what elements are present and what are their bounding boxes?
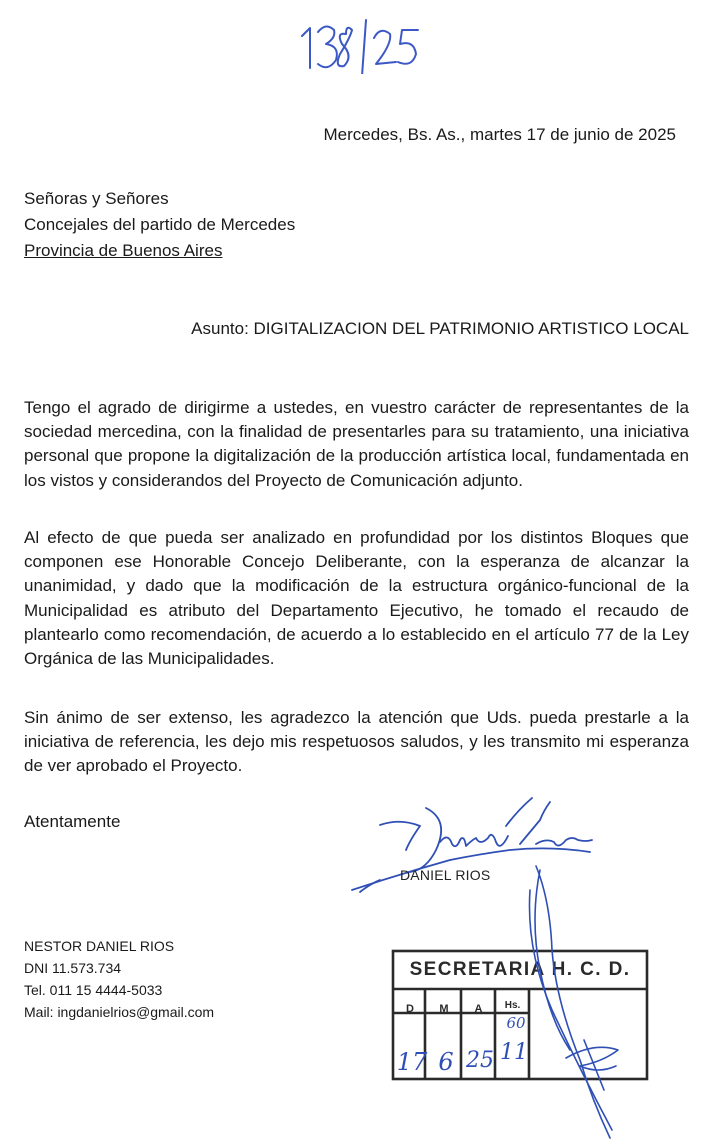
stamp-month-value: 6: [438, 1048, 454, 1076]
contact-dni: DNI 11.573.734: [24, 960, 122, 976]
subject-line: Asunto: DIGITALIZACION DEL PATRIMONIO ARTISTICO LOCAL: [191, 319, 689, 338]
date-line: Mercedes, Bs. As., martes 17 de junio de 2025: [323, 125, 676, 144]
stamp-day-value: 17: [396, 1048, 428, 1076]
stamp-col-day: D: [406, 1003, 414, 1015]
body-paragraph-2: Al efecto de que pueda ser analizado en profundidad por los distintos Bloques que componen ese Honorable Concejo Deliberante, con la esperanza de alcanzar la unanimidad, y dado que la modificación de la estructura orgánico-funcional de la Municipalidad es atributo del Departamento Ejecutivo, he tomado el recaudo de plantearlo como recomendación, de acuerdo a lo establecido en el artículo 77 de la Ley Orgánica de las Municipalidades.: [24, 528, 689, 669]
receiver-signature-scribble: [380, 860, 660, 1141]
contact-phone: Tel. 011 15 4444-5033: [24, 982, 163, 998]
recipient-council: Concejales del partido de Mercedes: [24, 215, 296, 234]
stamp-col-hours: Hs.: [504, 1000, 521, 1011]
body-paragraph-1: Tengo el agrado de dirigirme a ustedes, en vuestro carácter de representantes de la sociedad mercedina, con la finalidad de presentarles para su tratamiento, una iniciativa personal que propone la digitalización de la producción artística local, fundamentada en los vistos y considerandos del Proyecto de Comunicación adjunto.: [24, 398, 689, 490]
recipient-province: Provincia de Buenos Aires: [24, 241, 223, 260]
stamp-col-year: A: [474, 1003, 483, 1015]
stamp-title: SECRETARIA H. C. D.: [409, 959, 631, 980]
recipient-salutation: Señoras y Señores: [24, 189, 169, 208]
handwritten-file-number: [296, 14, 426, 74]
body-paragraph-3: Sin ánimo de ser extenso, les agradezco la atención que Uds. pueda prestarle a la iniciativa de referencia, les dejo mis respetuosos saludos, y les transmito mi esperanza de ver aprobado el Proyecto.: [24, 708, 689, 776]
signer-printed-name: DANIEL RIOS: [400, 867, 491, 883]
stamp-hour-value: 11: [500, 1040, 528, 1065]
contact-email: Mail: ingdanielrios@gmail.com: [24, 1004, 215, 1020]
stamp-year-value: 25: [466, 1048, 494, 1073]
contact-name: NESTOR DANIEL RIOS: [24, 938, 175, 954]
closing-text: Atentamente: [24, 812, 121, 831]
stamp-col-month: M: [439, 1003, 449, 1015]
stamp-minutes-value: 60: [506, 1014, 526, 1032]
